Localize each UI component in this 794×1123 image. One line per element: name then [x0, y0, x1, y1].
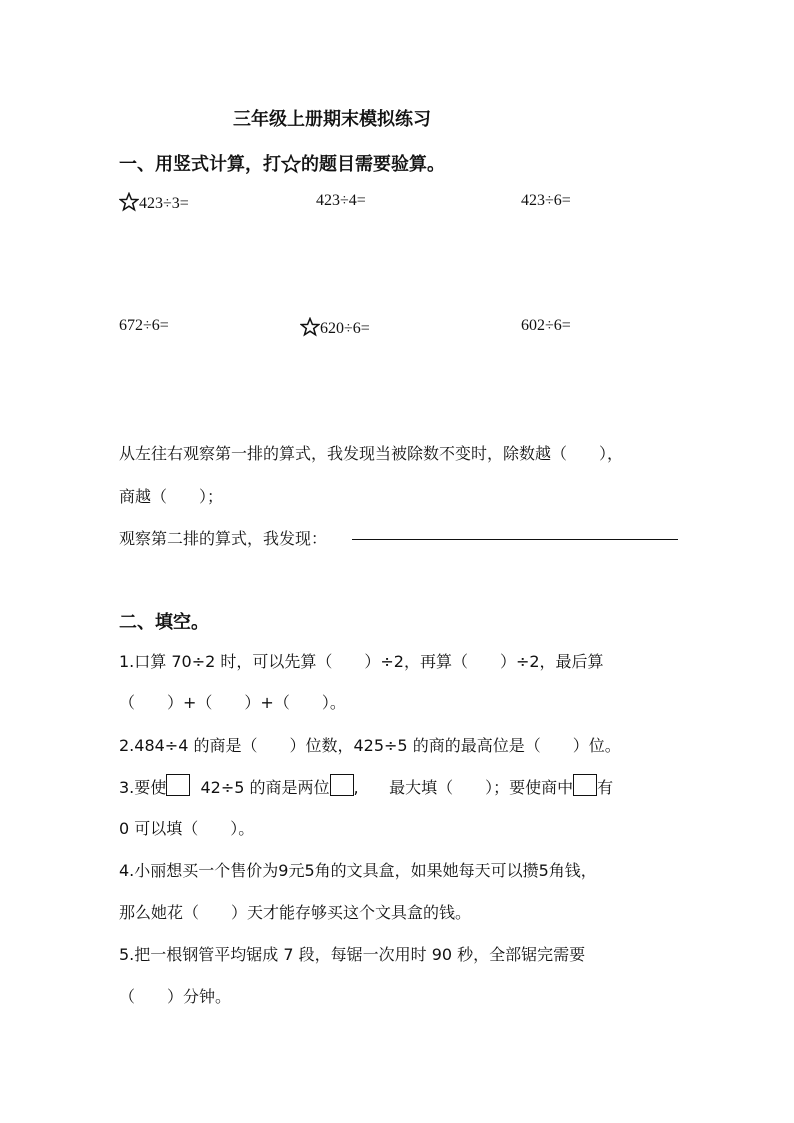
- section-1-heading: [119, 150, 445, 176]
- problem-4: 672÷6=: [119, 317, 169, 334]
- question-3-part-1: 3.要使: [119, 778, 167, 797]
- problem-1: [119, 192, 189, 213]
- problem-1-text: 423÷3=: [139, 195, 189, 212]
- observation-1-line-1: 从左往右观察第一排的算式，我发现当被除数不变时，除数越（ ），: [119, 444, 624, 463]
- star-icon: [300, 317, 320, 337]
- question-1-line-1: 1.口算 70÷2 时，可以先算（ ）÷2，再算（ ）÷2，最后算: [119, 652, 604, 671]
- problem-2: 423÷4=: [316, 192, 366, 209]
- problem-5: [300, 317, 370, 338]
- question-4-line-2: 那么她花（ ）天才能存够买这个文具盒的钱。: [119, 903, 472, 922]
- observation-1-line-2: 商越（ ）；: [119, 487, 224, 506]
- star-icon: [281, 154, 301, 174]
- section-2-heading: 二、填空。: [119, 612, 209, 633]
- answer-line: [352, 539, 678, 540]
- observation-2: 观察第二排的算式，我发现：: [119, 529, 328, 548]
- section-1-heading-prefix: 一、用竖式计算，打: [119, 154, 281, 175]
- page-title: 三年级上册期末模拟练习: [233, 109, 431, 130]
- question-3-part-2: 42÷5 的商是两位: [200, 778, 330, 797]
- question-3-line-2: 0 可以填（ ）。: [119, 819, 255, 838]
- blank-box: [330, 774, 354, 796]
- question-2: 2.484÷4 的商是（ ）位数，425÷5 的商的最高位是（ ）位。: [119, 736, 621, 755]
- question-3-part-4: 有: [597, 778, 614, 797]
- question-5-line-2: （ ）分钟。: [119, 987, 232, 1006]
- question-3-part-3: 最大填（ ）；要使商中: [389, 778, 574, 797]
- question-3-line-1: 3.要使 42÷5 的商是两位 , 最大填（ ）；要使商中 有: [119, 774, 613, 798]
- problem-6: 602÷6=: [521, 317, 571, 334]
- star-icon: [119, 192, 139, 212]
- question-1-line-2: （ ）+（ ）+（ ）。: [119, 693, 346, 712]
- question-4-line-1: 4.小丽想买一个售价为9元5角的文具盒，如果她每天可以攒5角钱，: [119, 861, 597, 880]
- problem-3: 423÷6=: [521, 192, 571, 209]
- blank-box: [573, 774, 597, 796]
- question-5-line-1: 5.把一根钢管平均锯成 7 段，每锯一次用时 90 秒，全部锯完需要: [119, 945, 586, 964]
- blank-box: [166, 774, 190, 796]
- problem-5-text: 620÷6=: [320, 320, 370, 337]
- section-1-heading-suffix: 的题目需要验算。: [301, 154, 445, 175]
